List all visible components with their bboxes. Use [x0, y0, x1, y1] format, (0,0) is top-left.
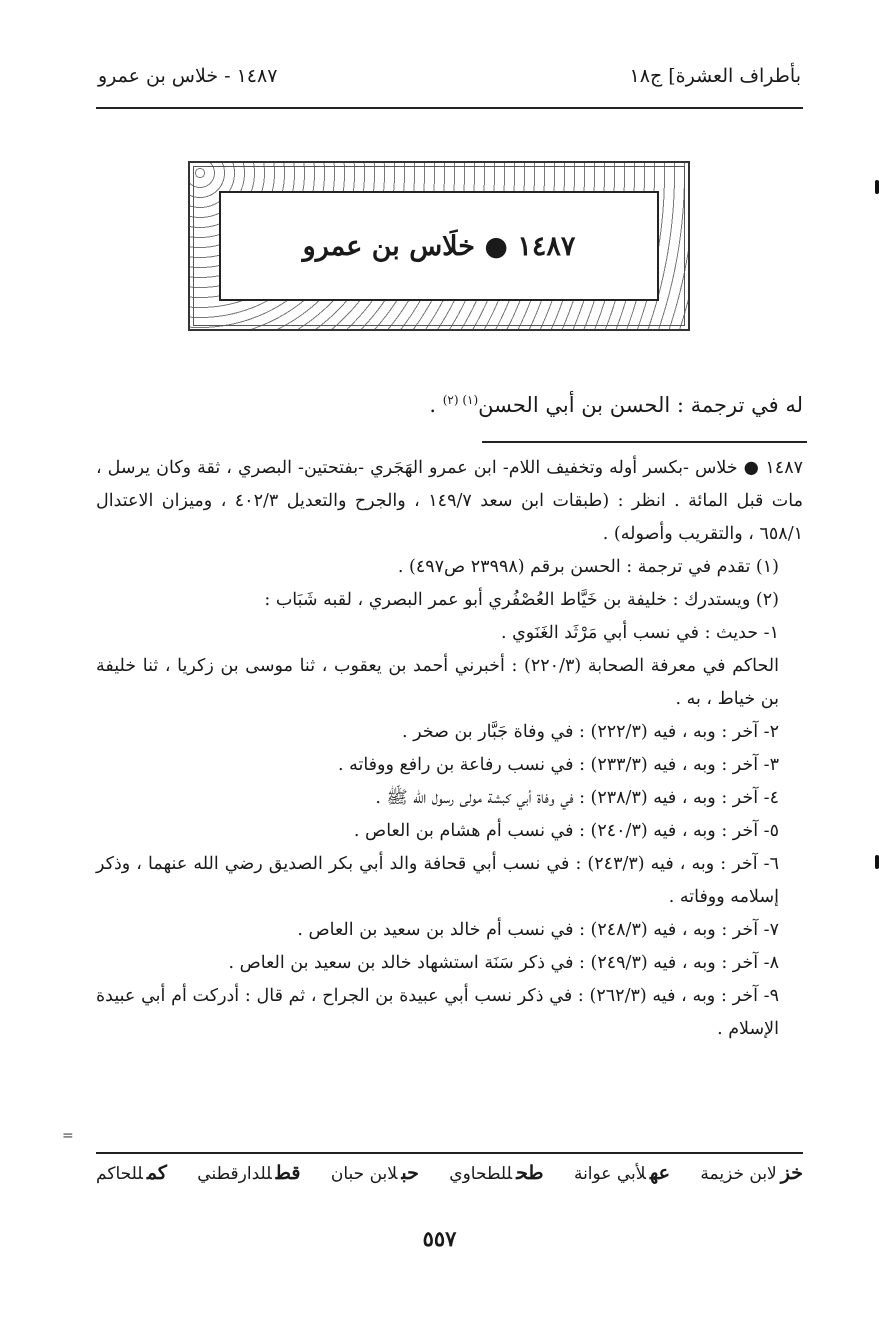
footnote-paragraph: (٢) ويستدرك : خليفة بن خَيَّاط العُصْفُري أبو عمر البصري ، لقبه شَبَاب : — [264, 590, 779, 610]
abbreviation-label: لابن خزيمة — [700, 1164, 777, 1184]
footnote-separator — [482, 441, 807, 443]
abbreviation-code: خز — [780, 1162, 803, 1184]
header-book-title: بأطراف العشرة] ج١٨ — [629, 65, 801, 87]
footer-divider — [96, 1152, 803, 1154]
margin-mark: = — [62, 1128, 74, 1144]
footnote-paragraph: ٢- آخر : وبه ، فيه (٢٢٢/٣) : في وفاة جَبَّار بن صخر . — [401, 722, 779, 742]
intro-end: . — [429, 393, 443, 417]
footnote-marks: (١) (٢) — [442, 393, 479, 407]
abbreviation-item — [449, 1162, 543, 1184]
abbreviation-item — [574, 1162, 670, 1184]
intro-text: له في ترجمة : الحسن بن أبي الحسن — [478, 393, 803, 417]
footnotes-body — [96, 452, 803, 1046]
header-entry-title: ١٤٨٧ - خلاس بن عمرو — [98, 65, 278, 87]
footnote-paragraph: ٣- آخر : وبه ، فيه (٢٣٣/٣) : في نسب رفاعة بن رافع ووفاته . — [337, 755, 779, 775]
footnote-paragraph: ٤- آخر : وبه ، فيه (٢٣٨/٣) : في وفاة أبي كبشة مولى رسول الله ﷺ . — [375, 788, 779, 808]
abbreviation-code: طح — [516, 1162, 544, 1184]
ornamental-title-frame — [188, 161, 690, 331]
scan-edge-mark — [875, 180, 879, 194]
abbreviation-label: لأبي عوانة — [573, 1164, 646, 1184]
abbreviation-item — [331, 1162, 419, 1184]
footnote-paragraph: ٩- آخر : وبه ، فيه (٢٦٢/٣) : في ذكر نسب أبي عبيدة بن الجراح ، ثم قال : أدركت أم أبي عبيدة الإسلام . — [96, 986, 779, 1039]
abbreviation-item — [197, 1162, 300, 1184]
abbreviation-label: للطحاوي — [449, 1164, 513, 1184]
abbreviation-code: قط — [275, 1162, 301, 1184]
footnote-paragraph: ٧- آخر : وبه ، فيه (٢٤٨/٣) : في نسب أم خالد بن سعيد بن العاص . — [297, 920, 779, 940]
abbreviation-item — [700, 1162, 803, 1184]
abbreviation-label: للدارقطني — [197, 1164, 272, 1184]
abbreviation-code: كم — [146, 1162, 167, 1184]
intro-line — [429, 393, 803, 417]
running-header — [98, 56, 801, 96]
abbreviation-code: عه — [649, 1162, 671, 1184]
footnote-paragraph: الحاكم في معرفة الصحابة (٢٢٠/٣) : أخبرني أحمد بن يعقوب ، ثنا موسى بن زكريا ، ثنا خليفة بن خياط ، به . — [96, 656, 779, 709]
abbreviation-code: حب — [401, 1162, 419, 1184]
abbreviation-label: لابن حبان — [330, 1164, 398, 1184]
footnote-paragraph: ٦- آخر : وبه ، فيه (٢٤٣/٣) : في نسب أبي قحافة والد أبي بكر الصديق رضي الله عنهما ، وذكر إسلامه ووفاته . — [96, 854, 779, 907]
entry-heading: ١٤٨٧ ● خلَاس بن عمرو — [302, 230, 576, 262]
header-divider — [96, 107, 803, 109]
abbreviation-legend — [96, 1162, 803, 1184]
footnote-paragraph: (١) تقدم في ترجمة : الحسن برقم (٢٣٩٩٨ ص٤٩٧) . — [397, 557, 779, 577]
abbreviation-label: للحاكم — [96, 1164, 143, 1184]
title-frame-inner — [219, 191, 659, 301]
footnote-paragraph: ٥- آخر : وبه ، فيه (٢٤٠/٣) : في نسب أم هشام بن العاص . — [353, 821, 779, 841]
page-number: ٥٥٧ — [422, 1226, 457, 1251]
scan-edge-mark — [875, 855, 879, 869]
footnote-paragraph: ١- حديث : في نسب أبي مَرْثَد الغَنَوي . — [500, 623, 779, 643]
footnote-paragraph: ٨- آخر : وبه ، فيه (٢٤٩/٣) : في ذكر سَنَة استشهاد خالد بن سعيد بن العاص . — [228, 953, 779, 973]
abbreviation-item — [96, 1162, 167, 1184]
footnote-paragraph: ١٤٨٧ ● خلاس -بكسر أوله وتخفيف اللام- ابن عمرو الهَجَري -بفتحتين- البصري ، ثقة وكان يرسل ، مات قبل المائة . انظر : (طبقات ابن سعد ١٤٩/٧ ، والجرح والتعديل ٤٠٢/٣ ، وميزان الاعتدال ٦٥٨/١ ، والتقريب وأصوله) . — [96, 458, 803, 544]
